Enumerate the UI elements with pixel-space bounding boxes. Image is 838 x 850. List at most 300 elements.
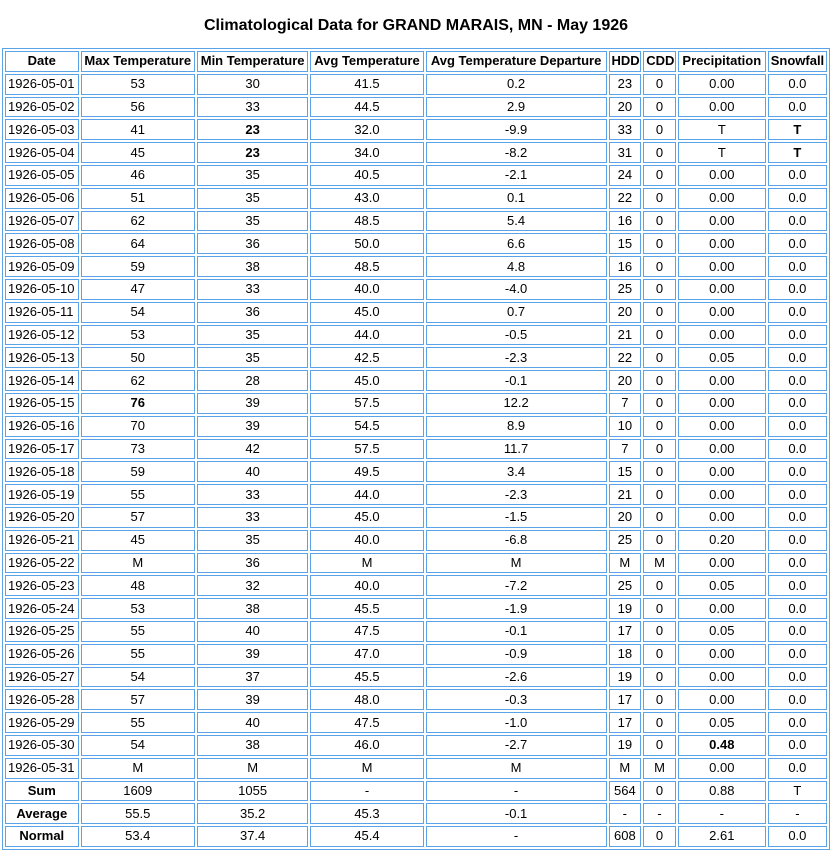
- cell-avg-temperature: 32.0: [310, 119, 423, 140]
- cell-date: 1926-05-11: [5, 302, 79, 323]
- summary-avg-temperature-departure: -: [426, 781, 607, 802]
- cell-cdd: 0: [643, 416, 676, 437]
- cell-min-temperature: 39: [197, 689, 308, 710]
- summary-min-temperature: 37.4: [197, 826, 308, 847]
- cell-max-temperature: M: [81, 758, 195, 779]
- cell-cdd: 0: [643, 74, 676, 95]
- header-min-temperature: Min Temperature: [197, 51, 308, 72]
- cell-date: 1926-05-05: [5, 165, 79, 186]
- cell-avg-temperature: 49.5: [310, 461, 423, 482]
- cell-avg-temperature-departure: -2.6: [426, 667, 607, 688]
- cell-snowfall: 0.0: [768, 256, 827, 277]
- cell-snowfall: 0.0: [768, 621, 827, 642]
- cell-max-temperature: 53: [81, 74, 195, 95]
- cell-min-temperature: 36: [197, 553, 308, 574]
- cell-hdd: 20: [609, 370, 642, 391]
- cell-snowfall: 0.0: [768, 689, 827, 710]
- cell-avg-temperature-departure: 2.9: [426, 97, 607, 118]
- cell-snowfall: 0.0: [768, 735, 827, 756]
- cell-avg-temperature: 40.0: [310, 279, 423, 300]
- cell-avg-temperature: 45.5: [310, 598, 423, 619]
- cell-hdd: 15: [609, 461, 642, 482]
- cell-min-temperature: 40: [197, 712, 308, 733]
- cell-min-temperature: 38: [197, 735, 308, 756]
- cell-avg-temperature-departure: 8.9: [426, 416, 607, 437]
- cell-avg-temperature-departure: 0.7: [426, 302, 607, 323]
- cell-min-temperature: 38: [197, 256, 308, 277]
- cell-avg-temperature: M: [310, 758, 423, 779]
- cell-hdd: 25: [609, 530, 642, 551]
- cell-date: 1926-05-30: [5, 735, 79, 756]
- cell-precipitation: 0.05: [678, 347, 766, 368]
- summary-cdd: 0: [643, 781, 676, 802]
- cell-precipitation: 0.00: [678, 256, 766, 277]
- cell-snowfall: 0.0: [768, 279, 827, 300]
- cell-precipitation: 0.00: [678, 507, 766, 528]
- cell-max-temperature: 54: [81, 667, 195, 688]
- cell-date: 1926-05-02: [5, 97, 79, 118]
- table-row: [5, 758, 827, 779]
- summary-snowfall: 0.0: [768, 826, 827, 847]
- cell-cdd: M: [643, 553, 676, 574]
- cell-cdd: 0: [643, 279, 676, 300]
- cell-avg-temperature: 44.0: [310, 325, 423, 346]
- cell-snowfall: 0.0: [768, 484, 827, 505]
- cell-avg-temperature: 47.0: [310, 644, 423, 665]
- cell-precipitation: 0.00: [678, 667, 766, 688]
- cell-avg-temperature-departure: M: [426, 758, 607, 779]
- cell-max-temperature: M: [81, 553, 195, 574]
- cell-avg-temperature-departure: -4.0: [426, 279, 607, 300]
- cell-cdd: 0: [643, 393, 676, 414]
- cell-date: 1926-05-17: [5, 439, 79, 460]
- cell-max-temperature: 57: [81, 507, 195, 528]
- cell-avg-temperature: 46.0: [310, 735, 423, 756]
- cell-avg-temperature: 44.5: [310, 97, 423, 118]
- table-row: [5, 644, 827, 665]
- cell-cdd: 0: [643, 667, 676, 688]
- cell-max-temperature: 47: [81, 279, 195, 300]
- cell-hdd: 23: [609, 74, 642, 95]
- cell-cdd: 0: [643, 370, 676, 391]
- cell-avg-temperature: 50.0: [310, 233, 423, 254]
- cell-max-temperature: 50: [81, 347, 195, 368]
- cell-avg-temperature-departure: 0.2: [426, 74, 607, 95]
- cell-min-temperature: 42: [197, 439, 308, 460]
- cell-min-temperature: 36: [197, 233, 308, 254]
- table-row: [5, 553, 827, 574]
- table-body: [5, 74, 827, 779]
- cell-cdd: M: [643, 758, 676, 779]
- cell-max-temperature: 73: [81, 439, 195, 460]
- summary-avg-temperature: -: [310, 781, 423, 802]
- cell-avg-temperature: 47.5: [310, 621, 423, 642]
- cell-hdd: 20: [609, 97, 642, 118]
- cell-date: 1926-05-18: [5, 461, 79, 482]
- cell-snowfall: 0.0: [768, 507, 827, 528]
- cell-precipitation: 0.00: [678, 393, 766, 414]
- cell-max-temperature: 55: [81, 644, 195, 665]
- cell-precipitation: 0.48: [678, 735, 766, 756]
- cell-snowfall: 0.0: [768, 188, 827, 209]
- summary-min-temperature: 35.2: [197, 803, 308, 824]
- cell-avg-temperature: 40.0: [310, 575, 423, 596]
- table-row: [5, 461, 827, 482]
- cell-avg-temperature: 57.5: [310, 393, 423, 414]
- table-row: [5, 119, 827, 140]
- summary-max-temperature: 1609: [81, 781, 195, 802]
- cell-precipitation: 0.00: [678, 97, 766, 118]
- cell-max-temperature: 41: [81, 119, 195, 140]
- cell-avg-temperature-departure: -0.5: [426, 325, 607, 346]
- cell-hdd: 17: [609, 689, 642, 710]
- cell-hdd: 18: [609, 644, 642, 665]
- cell-avg-temperature-departure: M: [426, 553, 607, 574]
- table-row: [5, 165, 827, 186]
- summary-avg-temperature-departure: -0.1: [426, 803, 607, 824]
- cell-date: 1926-05-03: [5, 119, 79, 140]
- cell-snowfall: 0.0: [768, 553, 827, 574]
- cell-avg-temperature-departure: 6.6: [426, 233, 607, 254]
- table-row: [5, 689, 827, 710]
- cell-snowfall: 0.0: [768, 211, 827, 232]
- cell-max-temperature: 45: [81, 530, 195, 551]
- cell-cdd: 0: [643, 165, 676, 186]
- cell-hdd: 31: [609, 142, 642, 163]
- cell-cdd: 0: [643, 621, 676, 642]
- cell-min-temperature: 39: [197, 644, 308, 665]
- cell-precipitation: 0.00: [678, 302, 766, 323]
- summary-avg-temperature: 45.3: [310, 803, 423, 824]
- cell-cdd: 0: [643, 484, 676, 505]
- cell-avg-temperature: 40.5: [310, 165, 423, 186]
- cell-avg-temperature-departure: -6.8: [426, 530, 607, 551]
- cell-snowfall: 0.0: [768, 575, 827, 596]
- cell-cdd: 0: [643, 211, 676, 232]
- cell-precipitation: 0.00: [678, 598, 766, 619]
- cell-precipitation: 0.00: [678, 188, 766, 209]
- cell-date: 1926-05-16: [5, 416, 79, 437]
- cell-date: 1926-05-15: [5, 393, 79, 414]
- cell-date: 1926-05-13: [5, 347, 79, 368]
- cell-snowfall: 0.0: [768, 165, 827, 186]
- summary-avg-temperature-departure: -: [426, 826, 607, 847]
- cell-max-temperature: 55: [81, 621, 195, 642]
- cell-snowfall: 0.0: [768, 393, 827, 414]
- cell-cdd: 0: [643, 97, 676, 118]
- cell-snowfall: 0.0: [768, 667, 827, 688]
- cell-max-temperature: 70: [81, 416, 195, 437]
- cell-precipitation: 0.00: [678, 758, 766, 779]
- cell-snowfall: 0.0: [768, 416, 827, 437]
- cell-min-temperature: 40: [197, 461, 308, 482]
- cell-avg-temperature: 48.5: [310, 256, 423, 277]
- cell-snowfall: 0.0: [768, 712, 827, 733]
- cell-snowfall: 0.0: [768, 233, 827, 254]
- header-hdd: HDD: [609, 51, 642, 72]
- cell-date: 1926-05-01: [5, 74, 79, 95]
- cell-cdd: 0: [643, 439, 676, 460]
- cell-snowfall: 0.0: [768, 370, 827, 391]
- cell-min-temperature: 32: [197, 575, 308, 596]
- cell-avg-temperature: 45.5: [310, 667, 423, 688]
- cell-precipitation: 0.00: [678, 279, 766, 300]
- cell-avg-temperature-departure: -0.3: [426, 689, 607, 710]
- page-title: Climatological Data for GRAND MARAIS, MN - May 1926: [203, 17, 629, 34]
- cell-max-temperature: 62: [81, 211, 195, 232]
- cell-avg-temperature-departure: -2.3: [426, 347, 607, 368]
- cell-max-temperature: 53: [81, 325, 195, 346]
- summary-body: [5, 781, 827, 847]
- cell-min-temperature: 30: [197, 74, 308, 95]
- table-row: [5, 416, 827, 437]
- cell-avg-temperature-departure: -0.9: [426, 644, 607, 665]
- cell-hdd: 17: [609, 621, 642, 642]
- cell-avg-temperature: 43.0: [310, 188, 423, 209]
- cell-precipitation: 0.00: [678, 644, 766, 665]
- summary-label: Normal: [5, 826, 79, 847]
- table-row: [5, 598, 827, 619]
- cell-date: 1926-05-24: [5, 598, 79, 619]
- cell-date: 1926-05-12: [5, 325, 79, 346]
- cell-precipitation: 0.00: [678, 325, 766, 346]
- cell-min-temperature: 23: [197, 142, 308, 163]
- table-row: [5, 142, 827, 163]
- summary-max-temperature: 53.4: [81, 826, 195, 847]
- cell-hdd: 7: [609, 439, 642, 460]
- header-precipitation: Precipitation: [678, 51, 766, 72]
- cell-cdd: 0: [643, 347, 676, 368]
- cell-min-temperature: 35: [197, 530, 308, 551]
- summary-avg-temperature: 45.4: [310, 826, 423, 847]
- summary-cdd: -: [643, 803, 676, 824]
- header-max-temperature: Max Temperature: [81, 51, 195, 72]
- cell-hdd: 22: [609, 188, 642, 209]
- cell-min-temperature: M: [197, 758, 308, 779]
- summary-hdd: -: [609, 803, 642, 824]
- cell-precipitation: 0.05: [678, 575, 766, 596]
- cell-min-temperature: 38: [197, 598, 308, 619]
- cell-min-temperature: 33: [197, 97, 308, 118]
- cell-max-temperature: 59: [81, 461, 195, 482]
- cell-date: 1926-05-25: [5, 621, 79, 642]
- cell-min-temperature: 36: [197, 302, 308, 323]
- cell-date: 1926-05-09: [5, 256, 79, 277]
- cell-max-temperature: 48: [81, 575, 195, 596]
- cell-snowfall: 0.0: [768, 74, 827, 95]
- table-row: [5, 325, 827, 346]
- header-row: [5, 51, 827, 72]
- cell-date: 1926-05-23: [5, 575, 79, 596]
- cell-avg-temperature-departure: -1.5: [426, 507, 607, 528]
- cell-cdd: 0: [643, 575, 676, 596]
- table-row: [5, 621, 827, 642]
- summary-row: [5, 781, 827, 802]
- cell-precipitation: 0.00: [678, 370, 766, 391]
- cell-avg-temperature: 48.0: [310, 689, 423, 710]
- cell-max-temperature: 54: [81, 735, 195, 756]
- cell-max-temperature: 57: [81, 689, 195, 710]
- table-row: [5, 74, 827, 95]
- climate-data-table: [2, 48, 830, 850]
- cell-hdd: 19: [609, 667, 642, 688]
- cell-hdd: 10: [609, 416, 642, 437]
- cell-snowfall: 0.0: [768, 758, 827, 779]
- cell-min-temperature: 35: [197, 211, 308, 232]
- cell-avg-temperature: 44.0: [310, 484, 423, 505]
- cell-hdd: 16: [609, 211, 642, 232]
- cell-date: 1926-05-08: [5, 233, 79, 254]
- cell-max-temperature: 62: [81, 370, 195, 391]
- cell-date: 1926-05-28: [5, 689, 79, 710]
- cell-avg-temperature: 48.5: [310, 211, 423, 232]
- cell-min-temperature: 35: [197, 325, 308, 346]
- table-row: [5, 507, 827, 528]
- table-row: [5, 347, 827, 368]
- cell-hdd: 16: [609, 256, 642, 277]
- cell-cdd: 0: [643, 507, 676, 528]
- cell-hdd: 19: [609, 735, 642, 756]
- cell-precipitation: 0.00: [678, 461, 766, 482]
- cell-min-temperature: 40: [197, 621, 308, 642]
- cell-precipitation: 0.00: [678, 484, 766, 505]
- cell-avg-temperature-departure: -0.1: [426, 621, 607, 642]
- summary-row: [5, 803, 827, 824]
- cell-hdd: 24: [609, 165, 642, 186]
- cell-precipitation: 0.00: [678, 211, 766, 232]
- cell-date: 1926-05-29: [5, 712, 79, 733]
- cell-cdd: 0: [643, 188, 676, 209]
- cell-precipitation: 0.00: [678, 74, 766, 95]
- cell-date: 1926-05-04: [5, 142, 79, 163]
- table-row: [5, 439, 827, 460]
- cell-cdd: 0: [643, 530, 676, 551]
- cell-max-temperature: 64: [81, 233, 195, 254]
- cell-cdd: 0: [643, 302, 676, 323]
- cell-date: 1926-05-20: [5, 507, 79, 528]
- cell-min-temperature: 28: [197, 370, 308, 391]
- cell-date: 1926-05-19: [5, 484, 79, 505]
- cell-hdd: 22: [609, 347, 642, 368]
- cell-avg-temperature-departure: 11.7: [426, 439, 607, 460]
- cell-avg-temperature-departure: -7.2: [426, 575, 607, 596]
- cell-avg-temperature-departure: 4.8: [426, 256, 607, 277]
- cell-snowfall: 0.0: [768, 347, 827, 368]
- cell-avg-temperature-departure: 0.1: [426, 188, 607, 209]
- header-date: Date: [5, 51, 79, 72]
- cell-avg-temperature: 57.5: [310, 439, 423, 460]
- cell-avg-temperature-departure: 5.4: [426, 211, 607, 232]
- cell-snowfall: 0.0: [768, 598, 827, 619]
- cell-precipitation: T: [678, 119, 766, 140]
- cell-min-temperature: 37: [197, 667, 308, 688]
- cell-min-temperature: 35: [197, 165, 308, 186]
- cell-cdd: 0: [643, 644, 676, 665]
- cell-snowfall: 0.0: [768, 302, 827, 323]
- table-row: [5, 302, 827, 323]
- cell-hdd: 33: [609, 119, 642, 140]
- cell-avg-temperature-departure: -1.0: [426, 712, 607, 733]
- table-row: [5, 279, 827, 300]
- cell-avg-temperature-departure: -0.1: [426, 370, 607, 391]
- summary-hdd: 564: [609, 781, 642, 802]
- table-row: [5, 484, 827, 505]
- cell-max-temperature: 54: [81, 302, 195, 323]
- summary-cdd: 0: [643, 826, 676, 847]
- summary-snowfall: T: [768, 781, 827, 802]
- cell-avg-temperature: 42.5: [310, 347, 423, 368]
- cell-min-temperature: 39: [197, 393, 308, 414]
- cell-date: 1926-05-21: [5, 530, 79, 551]
- summary-hdd: 608: [609, 826, 642, 847]
- cell-precipitation: 0.05: [678, 712, 766, 733]
- cell-hdd: 25: [609, 279, 642, 300]
- cell-avg-temperature-departure: 12.2: [426, 393, 607, 414]
- cell-hdd: 20: [609, 302, 642, 323]
- table-row: [5, 256, 827, 277]
- cell-date: 1926-05-26: [5, 644, 79, 665]
- summary-label: Average: [5, 803, 79, 824]
- cell-cdd: 0: [643, 461, 676, 482]
- summary-precipitation: 0.88: [678, 781, 766, 802]
- cell-avg-temperature: 47.5: [310, 712, 423, 733]
- cell-precipitation: 0.05: [678, 621, 766, 642]
- cell-min-temperature: 35: [197, 347, 308, 368]
- cell-cdd: 0: [643, 233, 676, 254]
- cell-min-temperature: 33: [197, 279, 308, 300]
- cell-max-temperature: 51: [81, 188, 195, 209]
- cell-avg-temperature: 34.0: [310, 142, 423, 163]
- cell-cdd: 0: [643, 598, 676, 619]
- cell-snowfall: T: [768, 119, 827, 140]
- cell-cdd: 0: [643, 712, 676, 733]
- cell-precipitation: T: [678, 142, 766, 163]
- summary-max-temperature: 55.5: [81, 803, 195, 824]
- cell-hdd: 15: [609, 233, 642, 254]
- summary-snowfall: -: [768, 803, 827, 824]
- cell-snowfall: 0.0: [768, 325, 827, 346]
- cell-avg-temperature: 54.5: [310, 416, 423, 437]
- cell-max-temperature: 45: [81, 142, 195, 163]
- cell-max-temperature: 56: [81, 97, 195, 118]
- cell-avg-temperature: 40.0: [310, 530, 423, 551]
- cell-cdd: 0: [643, 119, 676, 140]
- cell-precipitation: 0.00: [678, 165, 766, 186]
- cell-snowfall: 0.0: [768, 530, 827, 551]
- cell-precipitation: 0.00: [678, 553, 766, 574]
- cell-avg-temperature-departure: -9.9: [426, 119, 607, 140]
- header-avg-temperature: Avg Temperature: [310, 51, 423, 72]
- cell-max-temperature: 53: [81, 598, 195, 619]
- cell-snowfall: T: [768, 142, 827, 163]
- cell-date: 1926-05-27: [5, 667, 79, 688]
- cell-min-temperature: 33: [197, 484, 308, 505]
- cell-precipitation: 0.20: [678, 530, 766, 551]
- cell-min-temperature: 39: [197, 416, 308, 437]
- cell-hdd: 21: [609, 325, 642, 346]
- cell-date: 1926-05-22: [5, 553, 79, 574]
- cell-hdd: M: [609, 553, 642, 574]
- table-row: [5, 712, 827, 733]
- summary-precipitation: -: [678, 803, 766, 824]
- cell-hdd: M: [609, 758, 642, 779]
- cell-avg-temperature-departure: -8.2: [426, 142, 607, 163]
- cell-hdd: 25: [609, 575, 642, 596]
- summary-min-temperature: 1055: [197, 781, 308, 802]
- table-row: [5, 97, 827, 118]
- cell-cdd: 0: [643, 256, 676, 277]
- header-cdd: CDD: [643, 51, 676, 72]
